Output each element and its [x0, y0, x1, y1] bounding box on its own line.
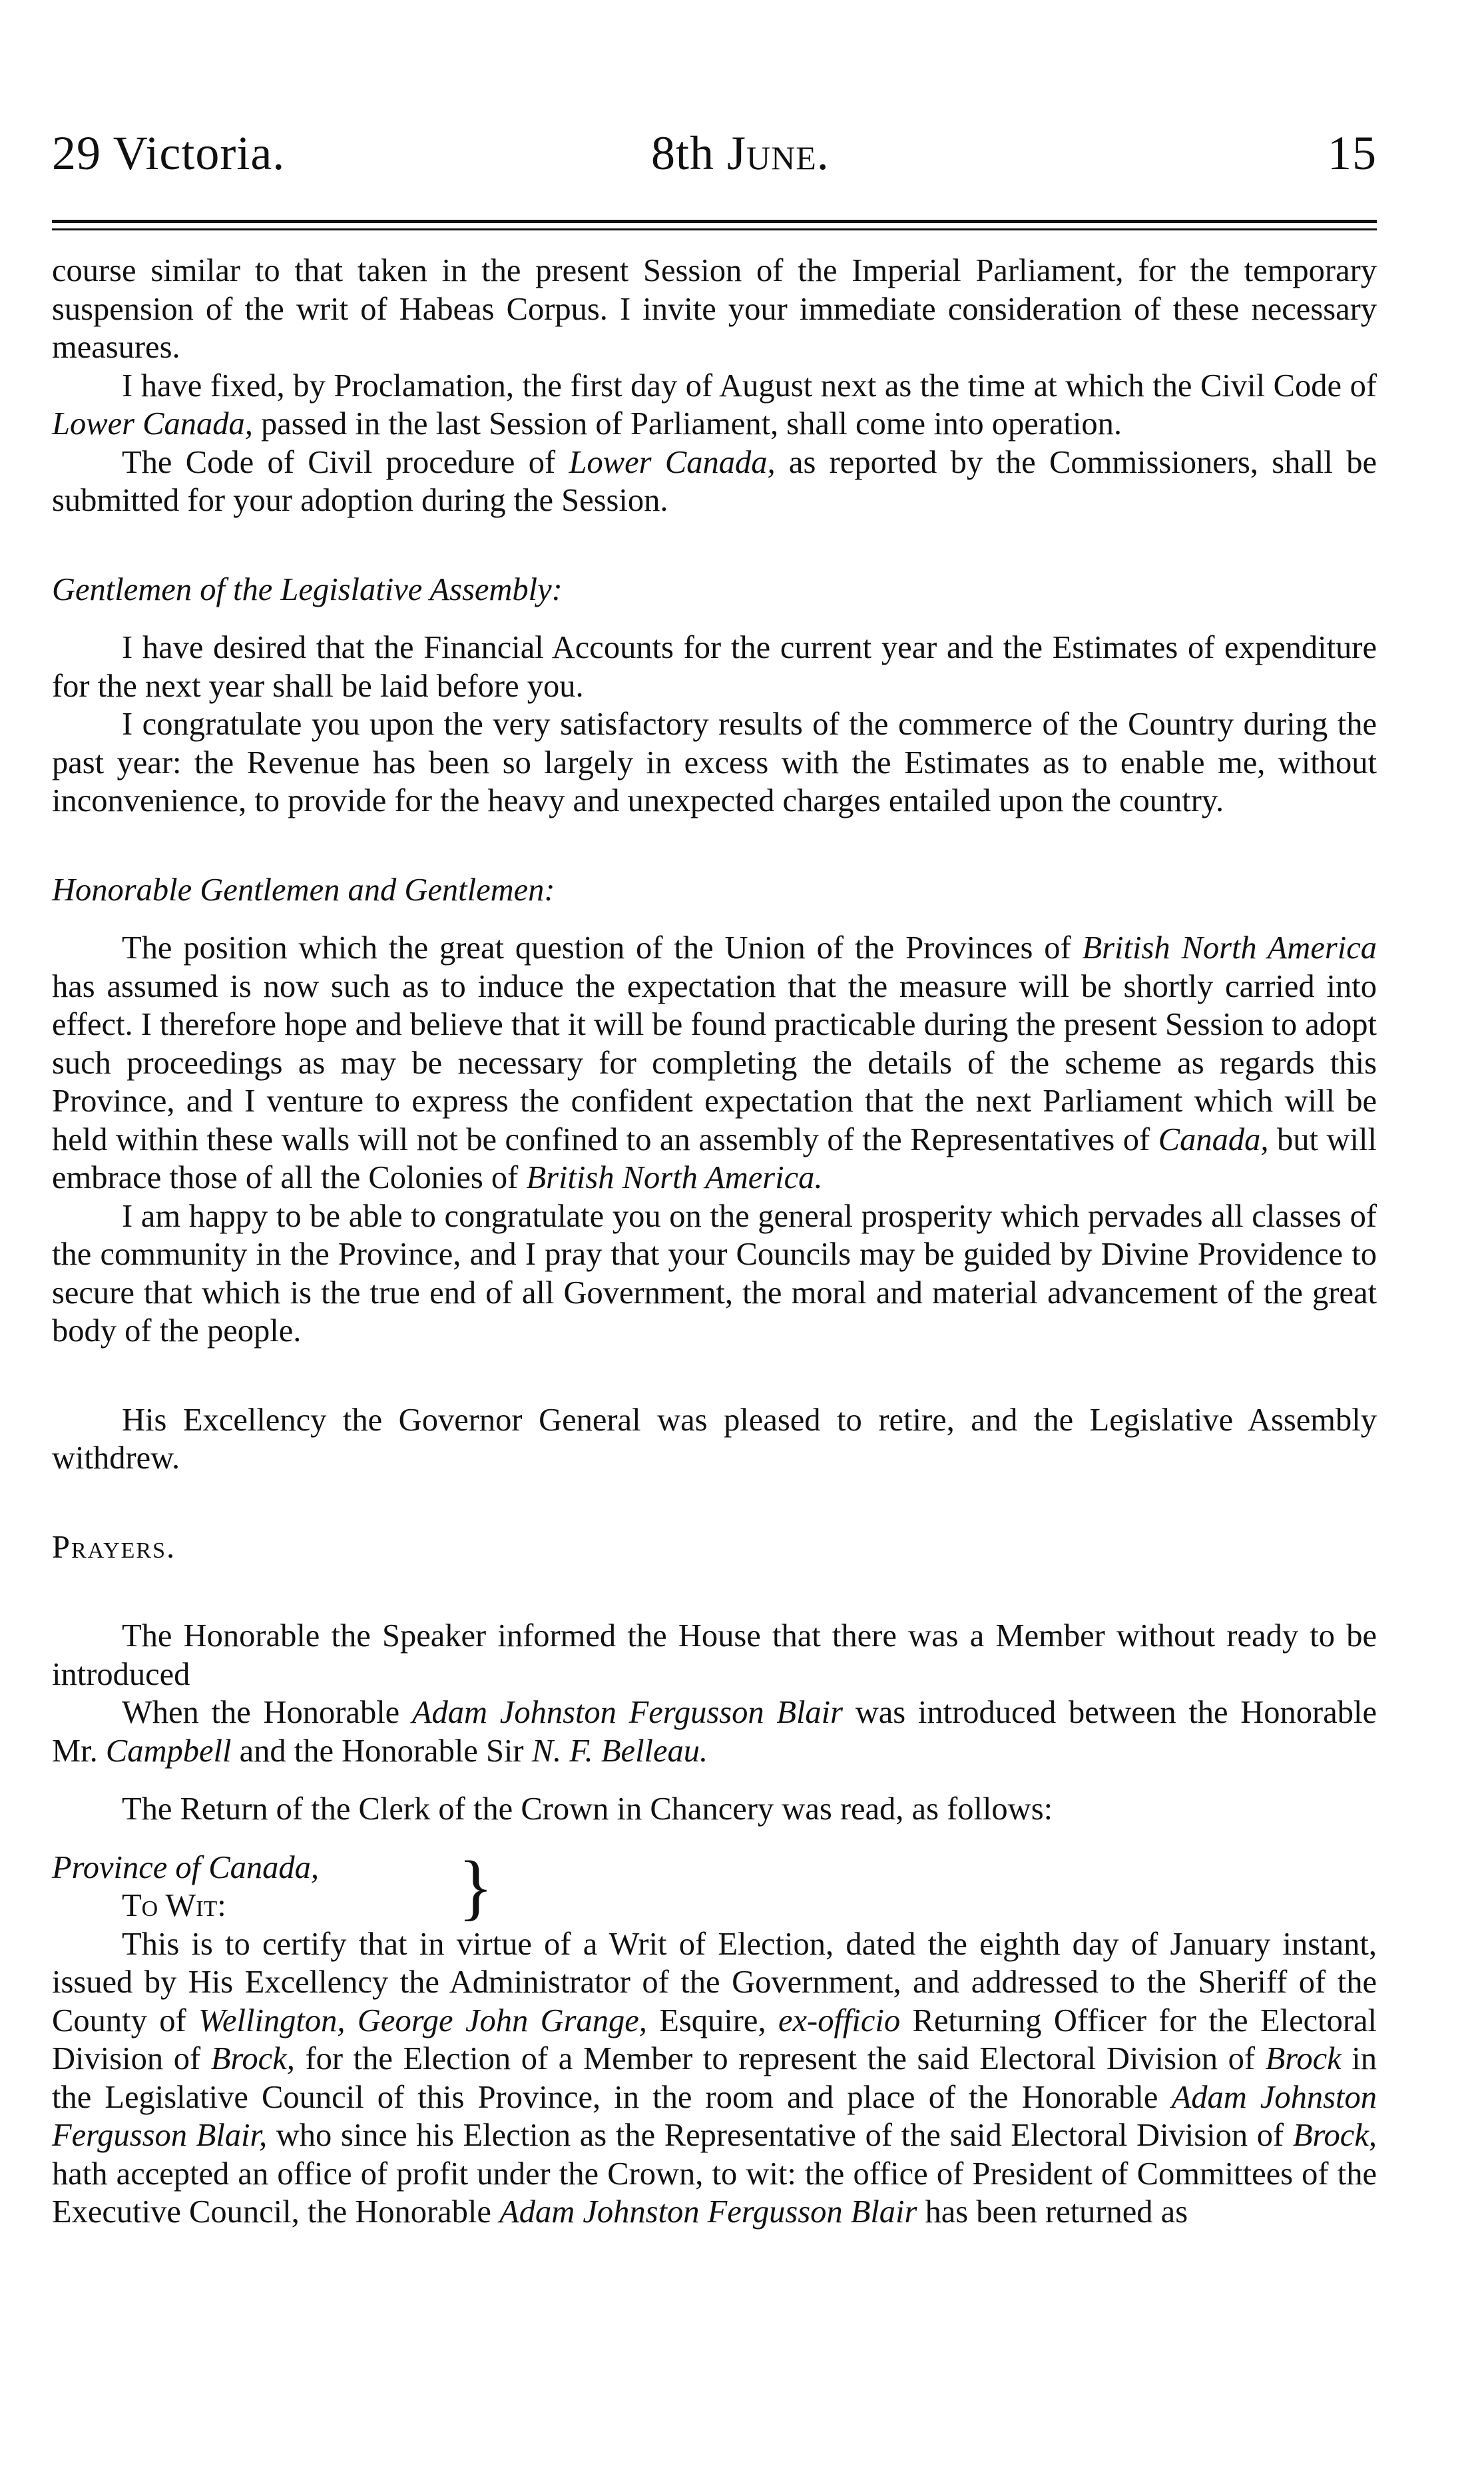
running-header [52, 122, 1377, 185]
italic-run: Lower Canada, [52, 406, 253, 442]
italic-run: Canada, [1158, 1121, 1269, 1157]
text-run: has been returned as [917, 2194, 1188, 2230]
brace-glyph: } [458, 1845, 493, 1927]
text-run: The Code of Civil procedure of [122, 444, 569, 480]
spacer [52, 520, 1377, 571]
text-run: but will embrace those of all the Colonies of [52, 1121, 1377, 1195]
text-run: Esquire, [646, 2003, 778, 2038]
paragraph-general-prosperity: I am happy to be able to congratulate you on the general prosperity which pervades all classes of the community in the Province, and I pray that your Councils may be guided by Divine Providence to secure that which is the true end of all Government, the moral and material advancement of the great body of the people. [52, 1198, 1377, 1349]
italic-run: Brock, [210, 2041, 295, 2076]
paragraph-member-introduced: The Honorable the Speaker informed the House that there was a Member without ready to be introduced [52, 1618, 1377, 1692]
paragraph-blair-introduced [52, 1694, 1377, 1770]
italic-run: Adam Johnston Fergusson Blair, [52, 2079, 1377, 2153]
italic-run: Adam Johnston Fergusson Blair [411, 1695, 844, 1730]
spacer [52, 1351, 1377, 1401]
heading-legislative-assembly: Gentlemen of the Legislative Assembly: [52, 571, 563, 607]
running-head-date-day: 8th [651, 127, 728, 180]
page-body [52, 252, 1377, 2232]
italic-run: Brock [1265, 2041, 1342, 2076]
text-run: The position which the great question of the Union of the Provinces of [122, 930, 1083, 966]
text-run: hath accepted an office of profit under the Crown, to wit: the office of President of Committees of the Executive Council, the Honorable [52, 2156, 1377, 2230]
text-run: and the Honorable Sir [231, 1733, 532, 1769]
italic-run: Wellington, George John Grange, [198, 2003, 647, 2038]
italic-run: N. F. Belleau. [531, 1733, 708, 1769]
text-run: has assumed is now such as to induce the expectation that the measure will be shortly carried into effect. I therefore hope and believe that it will be found practicable during the present Session to adopt such proceedings as may be necessary for completing the details of the scheme as regards this Province, and I venture to express the confident expectation that the next Parliament which will be held within these walls will not be confined to an assembly of the Representatives of [52, 968, 1377, 1157]
text-run: I have fixed, by Proclamation, the first day of August next as the time at which the Civil Code of [122, 368, 1377, 404]
paragraph-union-of-provinces [52, 929, 1377, 1197]
text-run: When the Honorable [122, 1695, 412, 1730]
italic-run: British North America. [526, 1160, 823, 1195]
italic-run: Campbell [105, 1733, 232, 1769]
text-run: as reported by the Commissioners, shall be submitted for your adoption during the Session. [52, 444, 1377, 518]
running-head-left: 29 Victoria. [52, 127, 286, 180]
province-caption [52, 1845, 1377, 1927]
paragraph-financial-accounts: I have desired that the Financial Accounts for the current year and the Estimates of expenditure for the next year shall be laid before you. [52, 630, 1377, 704]
text-run: This is to certify that in virtue of a Writ of Election, dated the eighth day of January instant, issued by His Excellency the Administrator of the Government, and addressed to the Sheriff of the County of [52, 1926, 1377, 2038]
text-run: in the Legislative Council of this Province, in the room and place of the Honorable [52, 2041, 1377, 2115]
header-rule-thick [52, 220, 1377, 223]
text-run: Returning Officer for the Electoral Division of [52, 2003, 1377, 2076]
province-of-canada: Province of Canada, [52, 1849, 319, 1885]
spacer [52, 909, 1377, 929]
italic-run: ex-officio [778, 2003, 901, 2038]
text-run: who since his Election as the Representative of the said Electoral Division of [267, 2118, 1293, 2153]
paragraph-congratulate-commerce: I congratulate you upon the very satisfactory results of the commerce of the Country during the past year: the Revenue has been so largely in excess with the Estimates as to enable me, without inconvenience, to provide for the heavy and unexpected charges entailed upon the country. [52, 707, 1377, 818]
running-head-date-month: June. [727, 127, 830, 180]
italic-run: Lower Canada, [569, 444, 776, 480]
running-head-date [651, 122, 830, 185]
paragraph-civil-code [52, 367, 1377, 444]
text-run: passed in the last Session of Parliament, shall come into operation. [252, 406, 1122, 442]
page-number: 15 [1328, 127, 1377, 180]
text-run: for the Election of a Member to represent the said Electoral Division of [294, 2041, 1266, 2076]
heading-honorable-gentlemen: Honorable Gentlemen and Gentlemen: [52, 872, 555, 908]
paragraph-habeas-corpus: course similar to that taken in the present Session of the Imperial Parliament, for the temporary suspension of the writ of Habeas Corpus. I invite your immediate consideration of these necessary measures. [52, 253, 1377, 365]
to-wit: To Wit: [122, 1888, 226, 1923]
spacer [52, 1566, 1377, 1617]
spacer [52, 1478, 1377, 1528]
italic-run: Adam Johnston Fergusson Blair [499, 2194, 917, 2230]
paragraph-return-read: The Return of the Clerk of the Crown in Chancery was read, as follows: [122, 1791, 1053, 1827]
italic-run: Brock, [1292, 2118, 1377, 2153]
spacer [52, 820, 1377, 871]
spacer [52, 609, 1377, 629]
header-rule-thin [52, 228, 1377, 230]
text-run: was introduced between the Honorable Mr. [52, 1695, 1377, 1769]
paragraph-certify-election [52, 1925, 1377, 2232]
spacer [52, 1829, 1377, 1849]
spacer [52, 1770, 1377, 1790]
paragraph-governor-retires: His Excellency the Governor General was pleased to retire, and the Legislative Assembly withdrew. [52, 1402, 1377, 1476]
italic-run: British North America [1082, 930, 1377, 966]
paragraph-civil-procedure [52, 444, 1377, 520]
heading-prayers: Prayers. [52, 1529, 176, 1565]
